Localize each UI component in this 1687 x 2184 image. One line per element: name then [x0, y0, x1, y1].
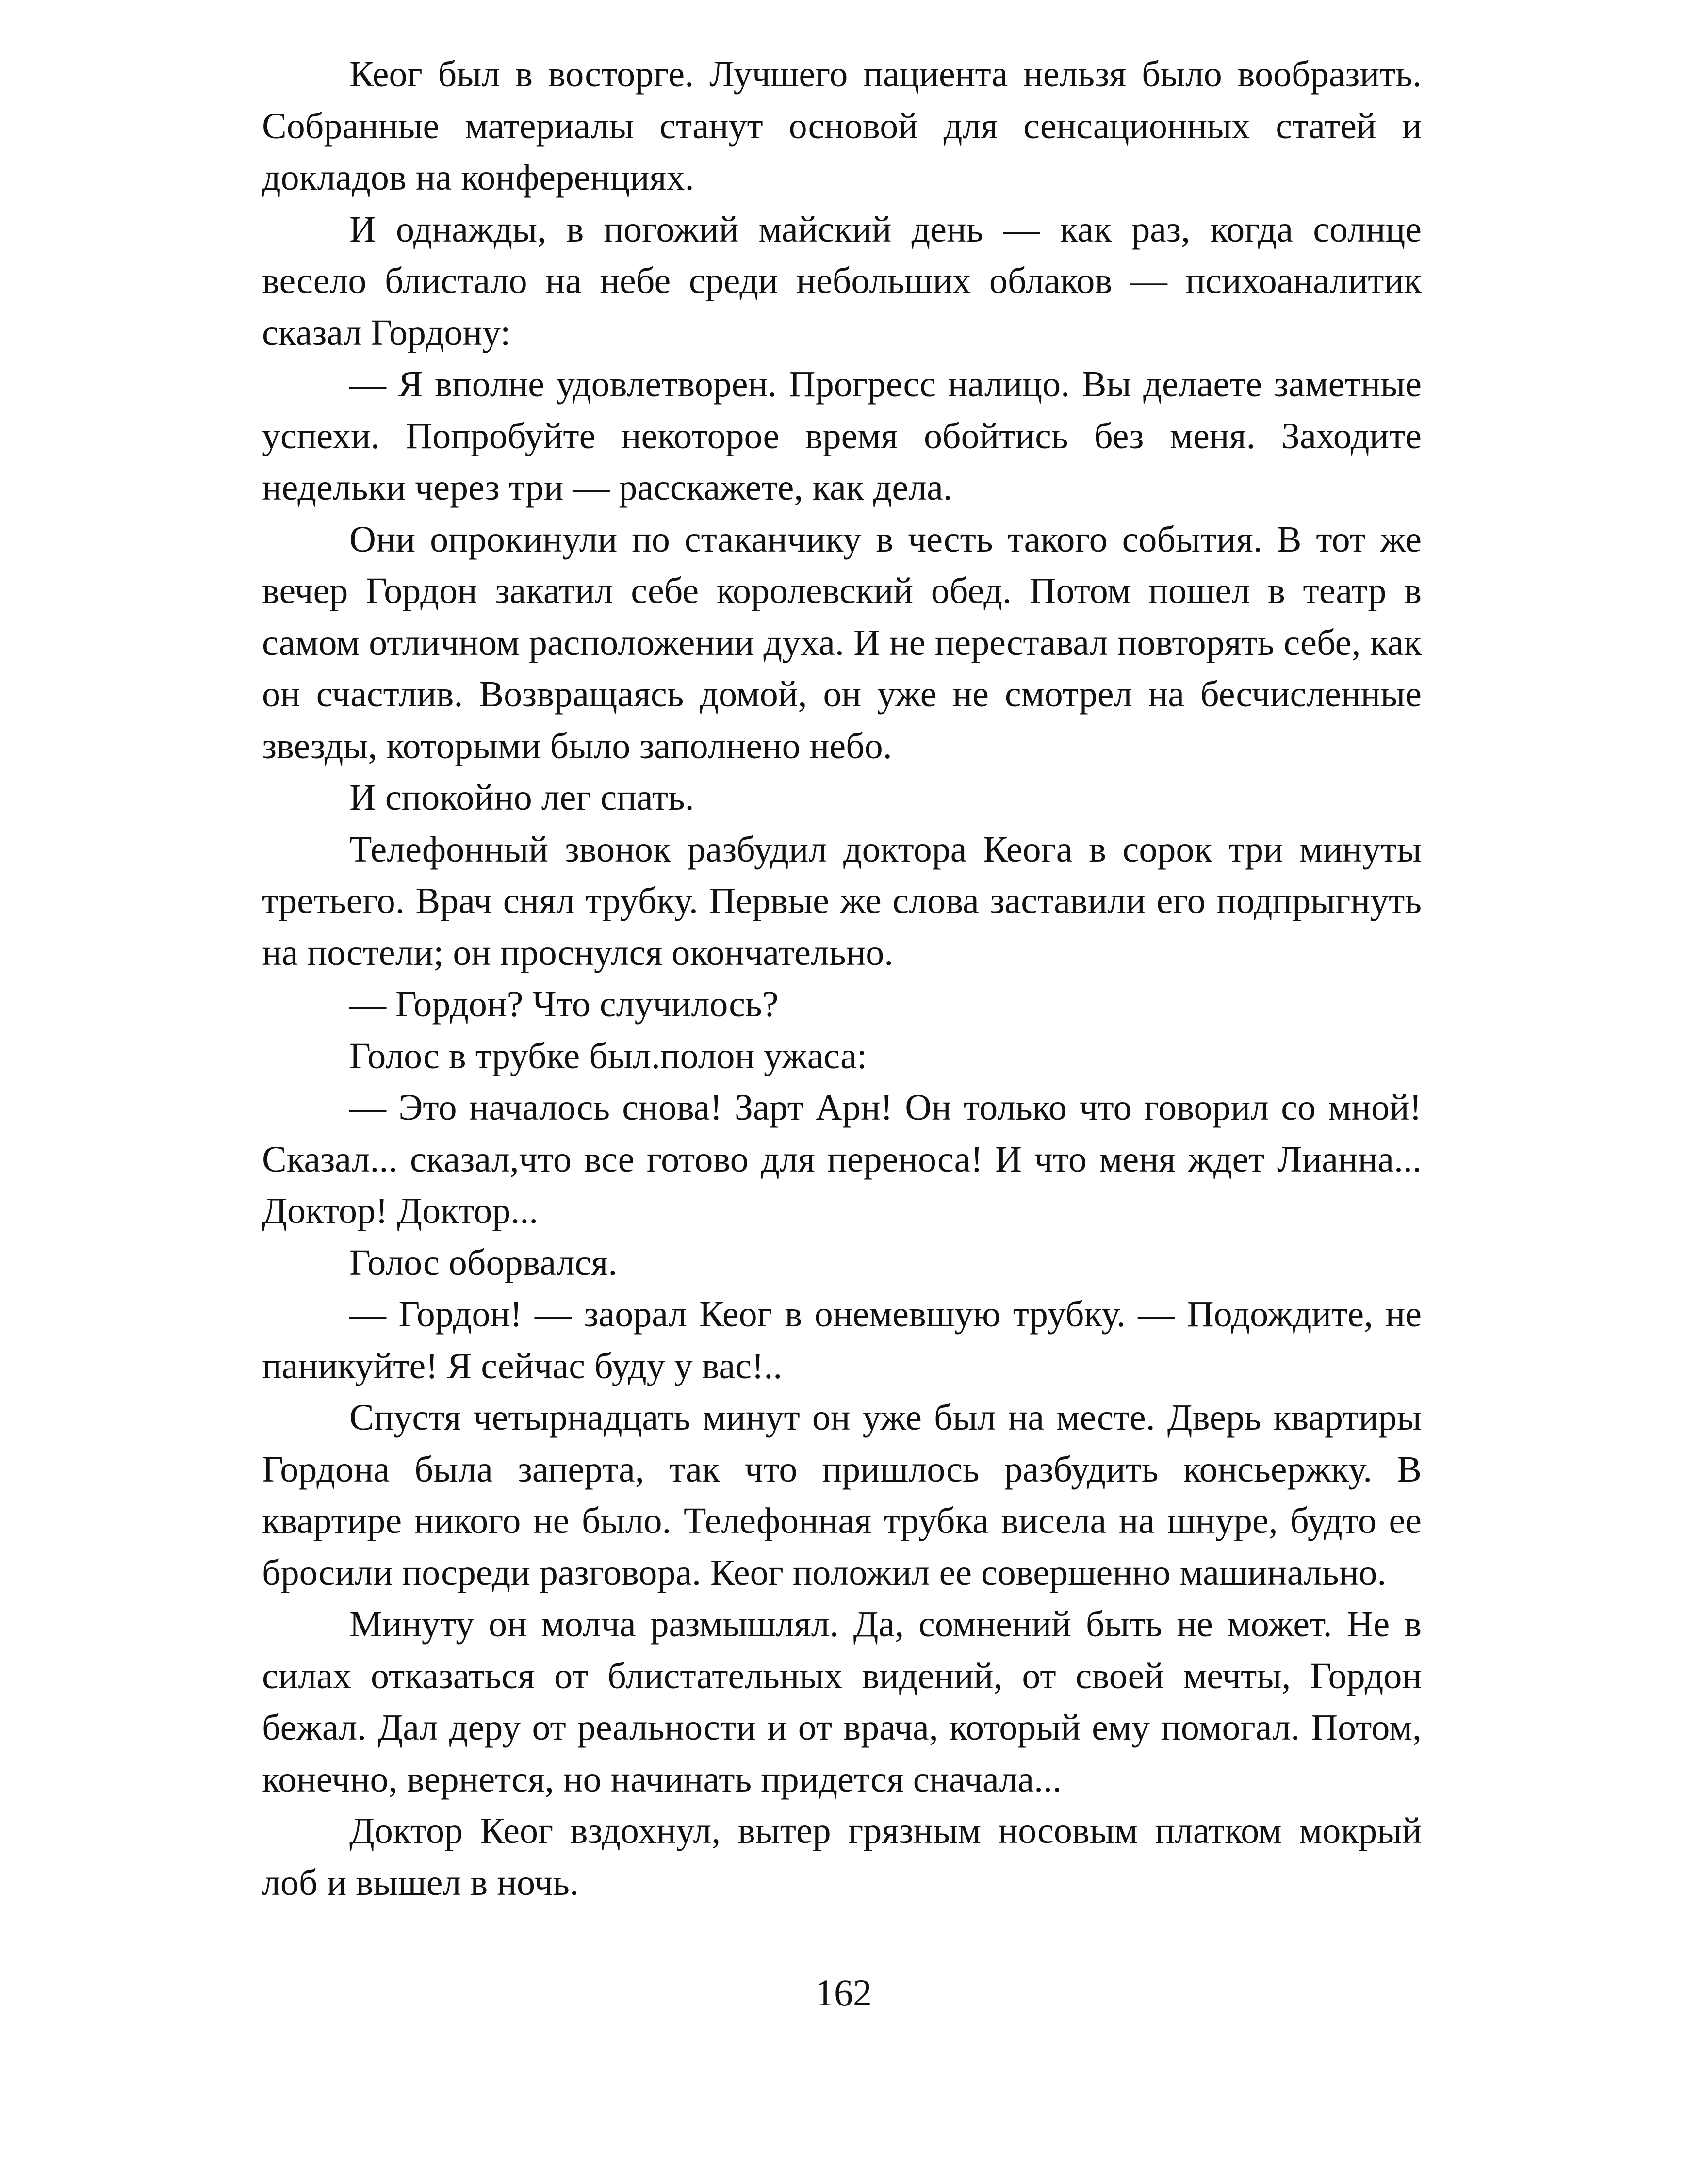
- paragraph: — Гордон! — заорал Кеог в онемевшую трубку. — Подождите, не паникуйте! Я сейчас буду у вас!..: [262, 1294, 1422, 1386]
- page-body: [262, 49, 1422, 1908]
- paragraph: Спустя четырнадцать минут он уже был на месте. Дверь квартиры Гордона была заперта, так что пришлось разбудить консьержку. В квартире никого не было. Телефонная трубка висела на шнуре, будто ее бросили посреди разговора. Кеог положил ее совершенно машинально.: [262, 1397, 1422, 1593]
- paragraph: И спокойно лег спать.: [349, 777, 694, 818]
- paragraph: Кеог был в восторге. Лучшего пациента нельзя было вообразить. Собранные материалы станут основой для сенсационных статей и докладов на конференциях.: [262, 54, 1422, 198]
- paragraph: Доктор Кеог вздохнул, вытер грязным носовым платком мокрый лоб и вышел в ночь.: [262, 1810, 1422, 1903]
- paragraph: Они опрокинули по стаканчику в честь такого события. В тот же вечер Гордон закатил себе королевский обед. Потом пошел в театр в самом отличном расположении духа. И не переставал повторять себе, как он счастлив. Возвращаясь домой, он уже не смотрел на бесчисленные звезды, которыми было заполнено небо.: [262, 519, 1422, 766]
- paragraph: Минуту он молча размышлял. Да, сомнений быть не может. Не в силах отказаться от блистательных видений, от своей мечты, Гордон бежал. Дал деру от реальности и от врача, который ему помогал. Потом, конечно, вернется, но начинать придется сначала...: [262, 1604, 1422, 1800]
- paragraph: — Это началось снова! Зарт Арн! Он только что говорил со мной! Сказал... сказал,что все готово для переноса! И что меня ждет Лианна... Доктор! Доктор...: [262, 1087, 1422, 1231]
- paragraph: И однажды, в погожий майский день — как раз, когда солнце весело блистало на небе среди небольших облаков — психоаналитик сказал Гордону:: [262, 209, 1422, 353]
- paragraph: Телефонный звонок разбудил доктора Кеога в сорок три минуты третьего. Врач снял трубку. Первые же слова заставили его подпрыгнуть на постели; он проснулся окончательно.: [262, 829, 1422, 973]
- paragraph: Голос в трубке был.полон ужаса:: [349, 1035, 867, 1076]
- paragraph: Голос оборвался.: [349, 1242, 618, 1283]
- paragraph: — Гордон? Что случилось?: [349, 984, 779, 1025]
- page-number: 162: [815, 1972, 872, 2014]
- paragraph: — Я вполне удовлетворен. Прогресс налицо. Вы делаете заметные успехи. Попробуйте некоторое время обойтись без меня. Заходите недельки через три — расскажете, как дела.: [262, 364, 1422, 508]
